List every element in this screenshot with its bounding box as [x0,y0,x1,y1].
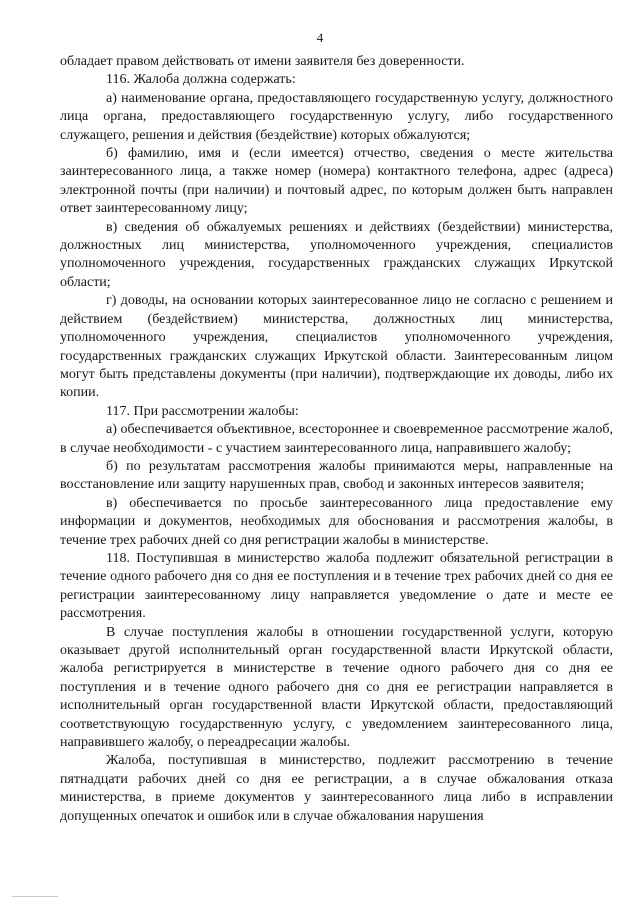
paragraph-117-b: б) по результатам рассмотрения жалобы принимаются меры, направленные на восстановление или защиту нарушенных прав, свобод и законных интересов заявителя; [60,458,613,493]
paragraph-117-a: а) обеспечивается объективное, всестороннее и своевременное рассмотрение жалоб, в случае необходимости - с участием заинтересованного лица, направившего жалобу; [60,422,613,456]
footnote-divider [12,896,58,897]
paragraph-116-heading: 116. Жалоба должна содержать: [106,72,296,88]
paragraph-116-g: г) доводы, на основании которых заинтересованное лицо не согласно с решением и действием (бездействием) министерства, должностных лиц министерства, уполномоченного учреждения, специалистов уполномоченного учреждения, государственных гражданских служащих Иркутской области. Заинтересованным лицом могут быть представлены документы (при наличии), подтверждающие их доводы, либо их копии. [60,293,613,401]
paragraph-117-v: в) обеспечивается по просьбе заинтересованного лица предоставление ему информации и документов, необходимых для обоснования и рассмотрения жалобы, в течение трех рабочих дней со дня регистрации жалобы в министерстве. [60,495,613,548]
paragraph-116-v: в) сведения об обжалуемых решениях и действиях (бездействии) министерства, должностных лиц министерства, уполномоченного учреждения, специалистов уполномоченного учреждения, государственных гражданских служащих Иркутской области; [60,219,613,290]
paragraph-118: 118. Поступившая в министерство жалоба подлежит обязательной регистрации в течение одного рабочего дня со дня ее поступления и в течение трех рабочих дней со дня ее регистрации заинтересованному лицу направляется уведомление о дате и месте ее рассмотрения. [60,550,613,622]
page-number: 4 [316,30,324,45]
paragraph-118-review-period: Жалоба, поступившая в министерство, подлежит рассмотрению в течение пятнадцати рабочих дней со дня ее регистрации, а в случае обжалования отказа министерства, в приеме документов у заинтересованного лица либо в исправлении допущенных опечаток и ошибок или в случае обжалования нарушения [60,753,613,824]
paragraph-118-redirect: В случае поступления жалобы в отношении государственной услуги, которую оказывает другой исполнительный орган государственной власти Иркутской области, жалоба регистрируется в министерстве в течение одного рабочего дня со дня ее поступления и в течение одного рабочего дня со дня ее регистрации направляется в исполнительный орган государственной власти Иркутской области, предоставляющий соответствующую государственную услугу, с уведомлением заинтересованного лица, направившего жалобу, о переадресации жалобы. [60,624,613,751]
document-body [60,53,613,826]
paragraph-117-heading: 117. При рассмотрении жалобы: [106,403,299,419]
paragraph-116-a: а) наименование органа, предоставляющего государственную услугу, должностного лица органа, предоставляющего государственную услугу, либо государственного служащего, решения и действия (бездействие) которых обжалуются; [60,90,613,143]
paragraph-116-b: б) фамилию, имя и (если имеется) отчество, сведения о месте жительства заинтересованного лица, а также номер (номера) контактного телефона, адрес (адреса) электронной почты (при наличии) и почтовый адрес, по которым должен быть направлен ответ заинтересованному лицу; [60,146,613,217]
paragraph-continuation: обладает правом действовать от имени заявителя без доверенности. [60,54,465,69]
